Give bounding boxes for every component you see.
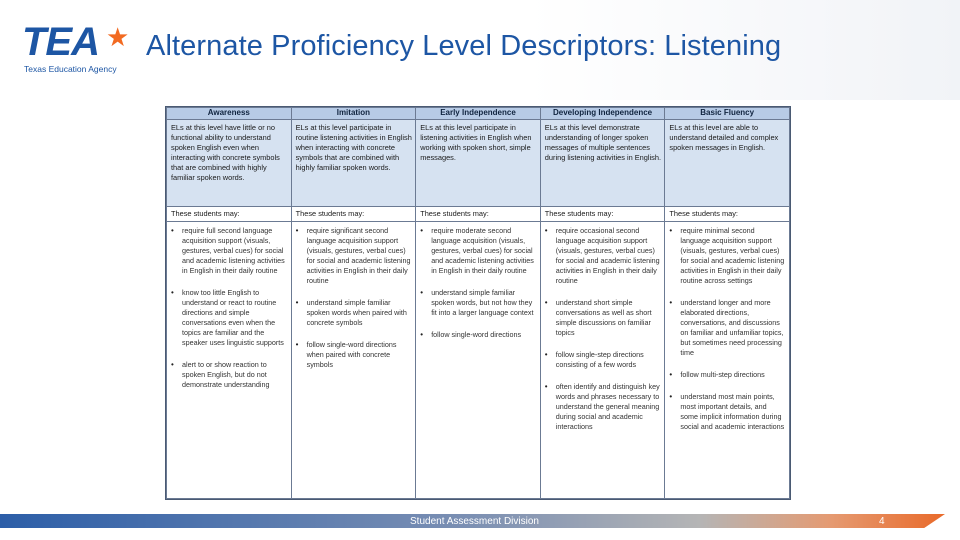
bullets-cell-basic-fluency xyxy=(665,222,790,499)
bullet-item: • require significant second language acquisition support (visuals, gestures, verbal cues) for social and academic listening activities in English in their daily routine xyxy=(296,226,413,286)
intro-cell xyxy=(291,120,416,207)
logo-caption: Texas Education Agency xyxy=(24,64,117,74)
bullets-cell-imitation xyxy=(291,222,416,499)
bullets-cell-early-independence xyxy=(416,222,541,499)
may-label: These students may: xyxy=(544,209,614,218)
bullet-item: • understand simple familiar spoken words, but not how they fit into a larger language context xyxy=(420,288,537,318)
may-cell xyxy=(416,207,541,222)
bullet-item: • understand short simple conversations as well as short simple discussions on familiar topics xyxy=(545,298,662,338)
header-developing-independence: Developing Independence xyxy=(540,108,665,120)
intro-text: ELs at this level demonstrate understanding of longer spoken messages of multiple sentences during listening activities in English. xyxy=(544,123,662,162)
descriptor-table xyxy=(165,106,791,500)
bullet-item: • require full second language acquisition support (visuals, gestures, verbal cues) for social and academic listening activities in English in their daily routine xyxy=(171,226,288,276)
intro-text: ELs at this level have little or no functional ability to understand spoken English even when interacting with concrete symbols that are combined with highly familiar spoken words. xyxy=(171,123,280,182)
descriptor-grid xyxy=(166,107,790,499)
page-number: 4 xyxy=(879,516,885,527)
bullet-item: • require minimal second language acquisition support (visuals, gestures, verbal cues) for social and academic listening activities in English in their daily routine across settings xyxy=(669,226,786,286)
may-cell xyxy=(665,207,790,222)
star-icon: ★ xyxy=(106,22,130,52)
bullet-item: • follow single-step directions consisting of a few words xyxy=(545,350,662,370)
tea-logo xyxy=(22,22,132,77)
bullet-list xyxy=(665,222,789,432)
may-cell xyxy=(540,207,665,222)
bullet-list xyxy=(167,222,291,390)
bullet-item: • understand longer and more elaborated directions, conversations, and discussions on familiar and unfamiliar topics, but sometimes need processing time xyxy=(669,298,786,358)
intro-text: ELs at this level are able to understand detailed and complex spoken messages in English. xyxy=(669,123,779,152)
bullet-item: • follow single-word directions xyxy=(420,330,537,340)
bullet-item: • require moderate second language acquisition (visuals, gestures, verbal cues) for social and academic listening activities in English in their daily routine xyxy=(420,226,537,276)
bullets-row xyxy=(167,222,790,499)
logo-wordmark: TEA xyxy=(22,20,99,64)
intro-cell xyxy=(665,120,790,207)
bullet-item: • follow multi-step directions xyxy=(669,370,786,380)
bullet-item: • understand most main points, most important details, and some implicit information during social and academic interactions xyxy=(669,392,786,432)
header-row xyxy=(167,108,790,120)
bullet-item: • follow single-word directions when paired with concrete symbols xyxy=(296,340,413,370)
intro-text: ELs at this level participate in routine listening activities in English when interacting with concrete symbols that are combined with highly familiar spoken words. xyxy=(295,123,412,172)
footer-division-label: Student Assessment Division xyxy=(410,516,539,527)
bullet-item: • know too little English to understand or react to routine directions and simple conversations even when the topics are familiar and the speaker uses linguistic supports xyxy=(171,288,288,348)
bullet-list xyxy=(292,222,416,370)
may-label: These students may: xyxy=(295,209,365,218)
header-basic-fluency: Basic Fluency xyxy=(665,108,790,120)
intro-row xyxy=(167,120,790,207)
may-label: These students may: xyxy=(171,209,240,218)
bullet-item: • require occasional second language acquisition support (visuals, gestures, verbal cues) for social and academic listening activities in English in their daily routine xyxy=(545,226,662,286)
bullet-item: • alert to or show reaction to spoken English, but do not demonstrate understanding xyxy=(171,360,288,390)
may-row xyxy=(167,207,790,222)
intro-cell xyxy=(540,120,665,207)
header-imitation: Imitation xyxy=(291,108,416,120)
bullet-list xyxy=(416,222,540,340)
bullets-cell-developing-independence xyxy=(540,222,665,499)
may-cell xyxy=(291,207,416,222)
slide-title: Alternate Proficiency Level Descriptors: Listening xyxy=(146,30,782,62)
may-label: These students may: xyxy=(420,209,489,218)
header-awareness: Awareness xyxy=(167,108,292,120)
may-cell xyxy=(167,207,292,222)
bullet-item: • understand simple familiar spoken words when paired with concrete symbols xyxy=(296,298,413,328)
may-label: These students may: xyxy=(669,209,738,218)
header-early-independence: Early Independence xyxy=(416,108,541,120)
intro-text: ELs at this level participate in listening activities in English when working with spoken short, simple messages. xyxy=(420,123,532,162)
bullet-list xyxy=(541,222,665,432)
bullet-item: • often identify and distinguish key words and phrases necessary to understand the general meaning during social and academic interactions xyxy=(545,382,662,432)
intro-cell xyxy=(416,120,541,207)
intro-cell xyxy=(167,120,292,207)
bullets-cell-awareness xyxy=(167,222,292,499)
